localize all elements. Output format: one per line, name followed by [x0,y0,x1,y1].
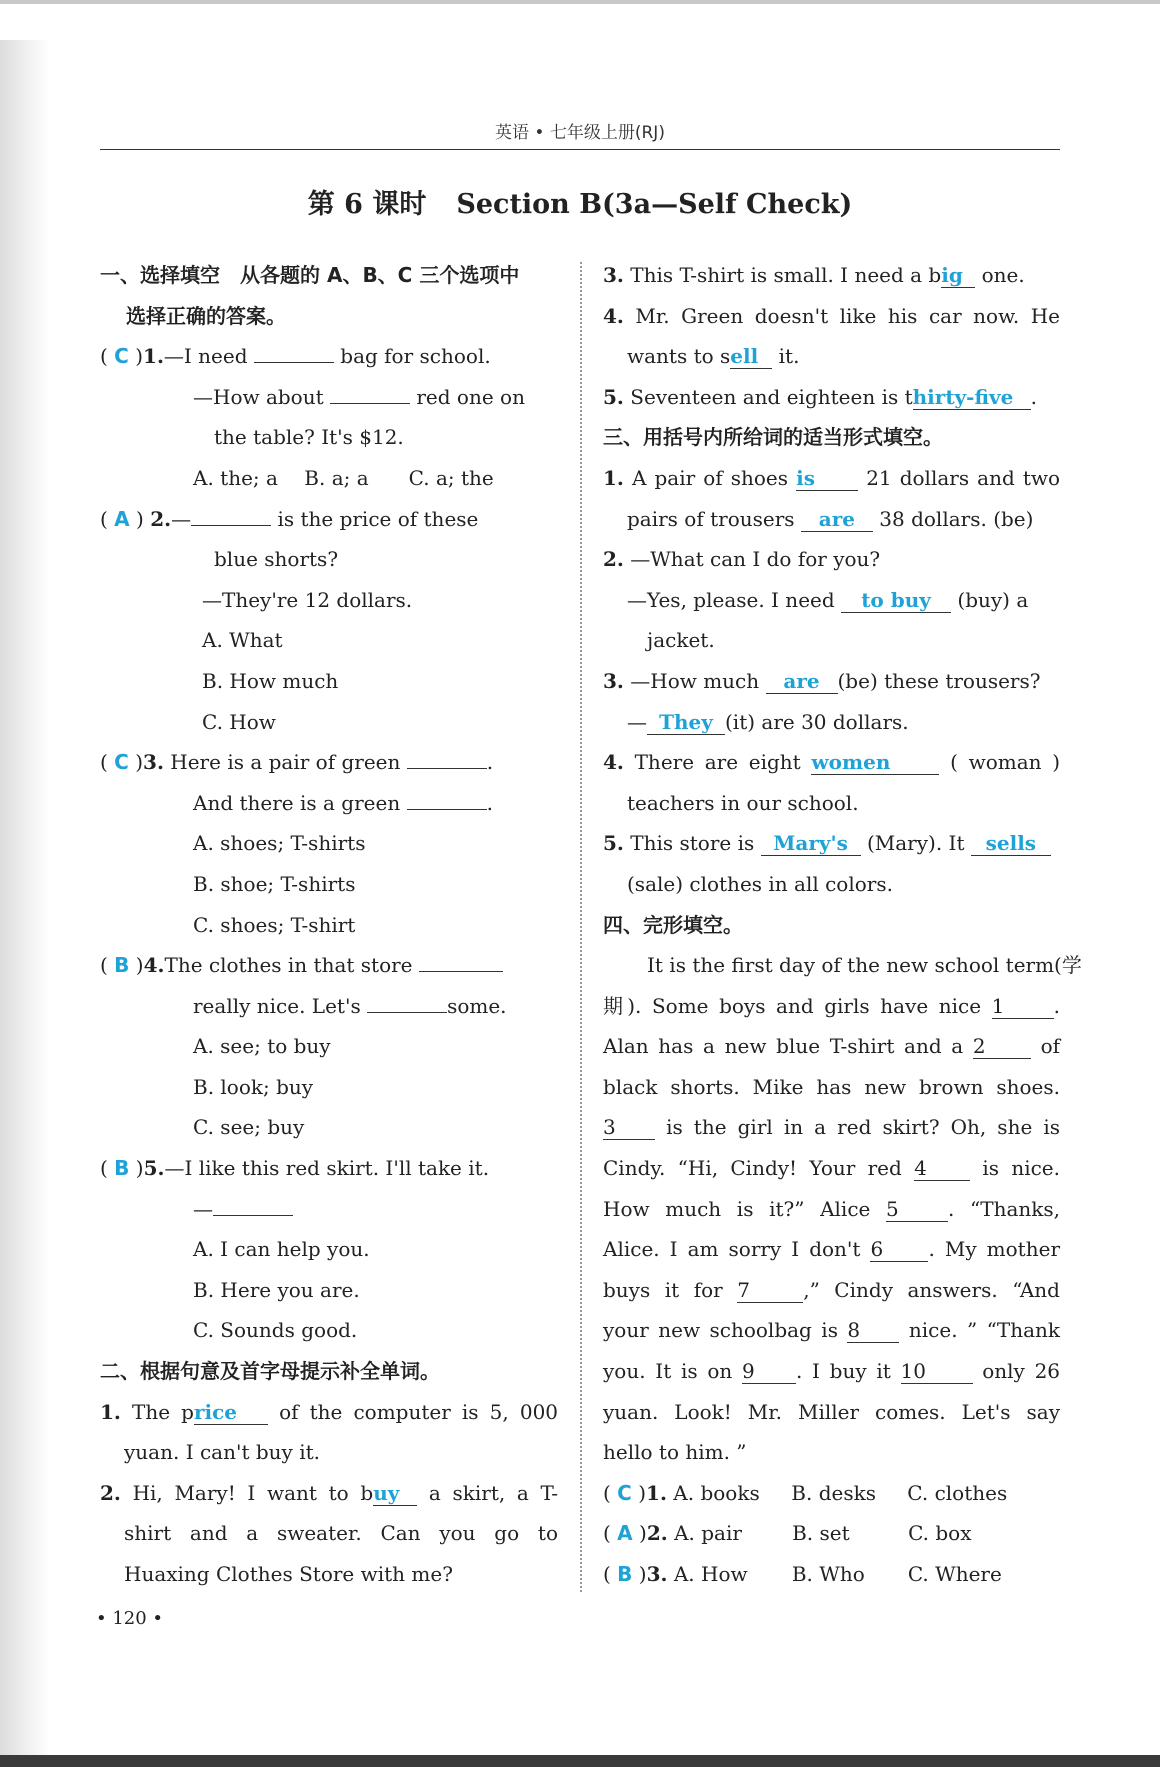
mc-question-3-line2: And there is a green . [100,783,558,824]
top-border [0,0,1160,4]
form-question-1: 1. A pair of shoes is 21 dollars and two [603,465,1061,490]
form-question-3: 3. —How much are (be) these trousers? [603,668,1041,693]
part1-heading: 一、选择填空 从各题的 A、B、C 三个选项中 [100,263,520,287]
form-question-5: 5. This store is Mary's (Mary). It sells [603,823,1060,864]
option-c: C. see; buy [193,1115,305,1140]
cloze-line: How much is it?” Alice 5 . “Thanks, [603,1196,1060,1221]
cloze-line: your new schoolbag is 8 nice. ” “Thank [603,1318,1061,1343]
form-question-4-line2: teachers in our school. [627,790,859,815]
answer: ell [730,344,772,369]
form-question-2-line2: —Yes, please. I need to buy (buy) a [627,587,1029,612]
page-shadow [0,40,50,1767]
cloze-line: yuan. Look! Mr. Miller comes. Let's say [603,1399,1060,1424]
answer: hirty-five [913,385,1031,410]
option-a: A. I can help you. [193,1237,370,1262]
mc-question-4: ( B )4.The clothes in that store [100,945,558,986]
part4-heading: 四、完形填空。 [603,912,743,937]
word-question-1-line2: yuan. I can't buy it. [124,1440,320,1465]
option-a: A. What [202,628,283,653]
lesson-title [100,182,1060,221]
section-name: Section B(3a—Self Check) [456,189,853,220]
answer: rice [194,1400,268,1425]
option-b: B. Here you are. [193,1277,360,1302]
cloze-line: buys it for 7 ,” Cindy answers. “And [603,1277,1060,1302]
lesson-number: 第 6 课时 [307,189,427,220]
mc-question-1-line2: —How about red one on [100,377,558,418]
answer: sells [971,831,1051,856]
mc-question-1-options: A. the; a B. a; a C. a; the [193,465,494,490]
word-question-4: 4. Mr. Green doesn't like his car now. He [603,303,1060,328]
answer: to buy [841,588,951,613]
answer: C [114,344,129,369]
cloze-line: black shorts. Mike has new brown shoes. [603,1074,1060,1099]
bottom-border [0,1755,1160,1767]
option-c: C. How [202,709,276,734]
part3-heading: 三、用括号内所给词的适当形式填空。 [603,425,943,450]
form-question-4: 4. There are eight women ( woman ) [603,750,1061,775]
answer: women [811,750,939,775]
answer: ig [941,263,975,288]
form-question-2: 2. —What can I do for you? [603,547,881,572]
page-number: • 120 • [96,1608,164,1629]
mc-question-3: ( C )3. Here is a pair of green . [100,742,558,783]
cloze-line: It is the first day of the new school term(学 [647,953,1082,978]
answer: are [801,507,873,532]
cloze-line: you. It is on 9 . I buy it 10 only 26 [603,1359,1061,1384]
part1-heading-cont: 选择正确的答案。 [126,303,286,328]
word-question-4-line2: wants to sell it. [627,344,800,369]
form-question-2-line3: jacket. [647,628,715,653]
cloze-line: 期). Some boys and girls have nice 1 . [603,993,1060,1018]
cloze-line: Alice. I am sorry I don't 6 . My mother [603,1237,1060,1262]
mc-question-2-line2: blue shorts? [214,547,339,572]
word-question-5: 5. Seventeen and eighteen is thirty-five . [603,384,1037,409]
option-b: B. look; buy [193,1074,314,1099]
right-column [603,255,1082,1595]
cloze-line: Cindy. “Hi, Cindy! Your red 4 is nice. [603,1156,1061,1181]
answer: are [766,669,838,694]
form-question-5-line2: (sale) clothes in all colors. [627,871,893,896]
mc-question-1: ( C )1.—I need bag for school. [100,336,558,377]
part2-heading: 二、根据句意及首字母提示补全单词。 [100,1359,440,1384]
option-b: B. How much [202,668,339,693]
option-a: A. shoes; T-shirts [193,831,366,856]
option-c: C. shoes; T-shirt [193,912,356,937]
mc-question-5-line2: — [100,1189,558,1230]
column-divider [580,262,582,1592]
cloze-line: 3 is the girl in a red skirt? Oh, she is [603,1115,1061,1140]
mc-question-5: ( B )5.—I like this red skirt. I'll take it. [100,1156,490,1181]
mc-question-1-line3: the table? It's $12. [214,425,404,450]
option-a: A. see; to buy [193,1034,331,1059]
answer: uy [373,1481,417,1506]
option-c: C. Sounds good. [193,1318,358,1343]
book-header: 英语 • 七年级上册(RJ) [495,123,665,143]
answer: They [647,710,725,735]
left-column [100,255,558,1595]
option-b: B. shoe; T-shirts [193,871,356,896]
word-question-2: 2. Hi, Mary! I want to buy a skirt, a T- [100,1480,559,1505]
word-question-3: 3. This T-shirt is small. I need a big one. [603,263,1025,287]
cloze-line: Alan has a new blue T-shirt and a 2 of [603,1034,1061,1059]
form-question-3-line2: — They (it) are 30 dollars. [627,709,909,734]
word-question-1: 1. The price of the computer is 5, 000 [100,1399,559,1424]
header-rule [100,149,1060,150]
mc-question-4-line2: really nice. Let's some. [100,986,558,1027]
cloze-choice-1: ( C )1. A. books B. desks C. clothes [603,1480,1008,1505]
mc-question-2: ( A ) 2.— is the price of these [100,499,558,540]
answer: Mary's [761,831,861,856]
answer: is [796,466,858,491]
mc-question-2-line3: —They're 12 dollars. [202,587,413,612]
cloze-choice-3: ( B )3. A. How B. Who C. Where [603,1562,1002,1586]
cloze-choice-2: ( A )2. A. pair B. set C. box [603,1521,972,1546]
word-question-2-line2: shirt and a sweater. Can you go to [124,1521,558,1546]
form-question-1-line2: pairs of trousers are 38 dollars. (be) [627,506,1034,531]
word-question-2-line3: Huaxing Clothes Store with me? [124,1562,453,1586]
cloze-line: hello to him. ” [603,1440,747,1465]
